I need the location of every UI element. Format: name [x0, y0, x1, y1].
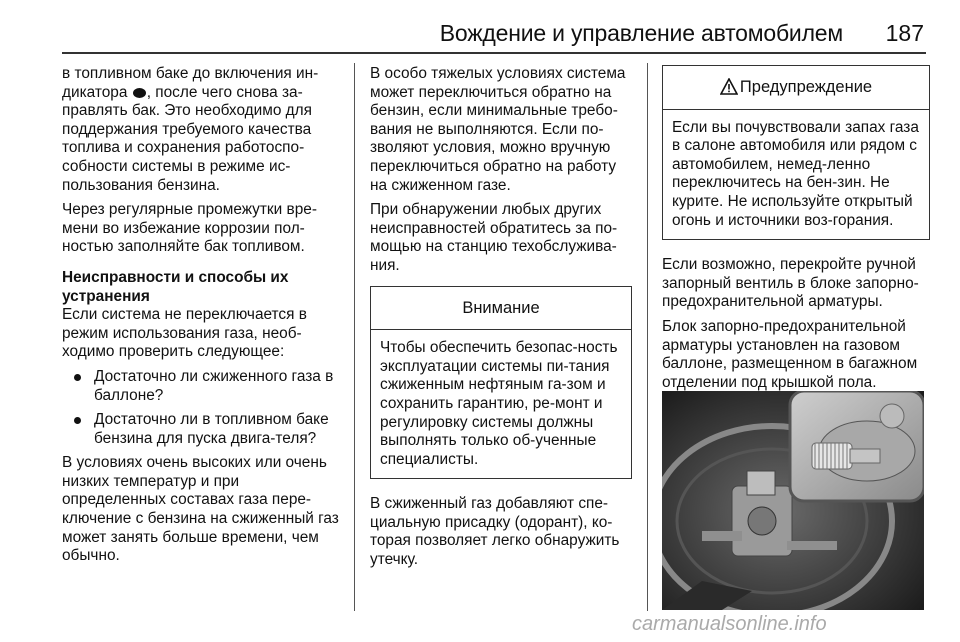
header-divider [62, 52, 926, 54]
page-number: 187 [885, 20, 924, 46]
warning-box [662, 65, 930, 240]
column-middle [370, 65, 632, 576]
page-header [0, 0, 960, 50]
paragraph: Если система не переключается в режим использования газа, необ-ходимо проверить следующее: [62, 306, 307, 361]
column-divider [647, 63, 648, 611]
paragraph: В особо тяжелых условиях система может переключиться обратно на бензин, если минимальные требо-вания не выполняются. Если по-зволяют условия, можно вручную переключиться обратно на работу на сжиженном газе. [370, 65, 626, 194]
section-heading: Неисправности и способы их устранения [62, 268, 289, 305]
paragraph: При обнаружении любых других неисправностей обратитесь за по-мощью на станцию техобслужива-ния. [370, 201, 618, 274]
column-right [662, 65, 930, 398]
warning-title: Предупреждение [663, 66, 929, 110]
warning-triangle-icon [720, 78, 738, 95]
checklist [62, 368, 344, 448]
bullet-icon [74, 374, 81, 381]
notice-body: Чтобы обеспечить безопас-ность эксплуатации системы пи-тания сжиженным нефтяным га-зом и сохранить гарантию, ре-монт и регулировку системы должны выполнять только об-ученные специалисты. [380, 339, 618, 468]
paragraph: Через регулярные промежутки вре-мени во избежание коррозии пол-ностью заполняйте бак топливом. [62, 201, 317, 256]
paragraph: В сжиженный газ добавляют спе-циальную присадку (одорант), ко-торая позволяет легко обнаружить утечку. [370, 495, 620, 569]
notice-box [370, 286, 632, 480]
valve-illustration [662, 391, 924, 610]
watermark: carmanualsonline.info [632, 613, 827, 635]
notice-title: Внимание [371, 287, 631, 331]
paragraph: Если возможно, перекройте ручной запорный вентиль в блоке запорно-предохранительной арматуры. [662, 256, 919, 311]
gas-indicator-icon [133, 88, 146, 98]
warning-body: Если вы почувствовали запах газа в салоне автомобиля или рядом с автомобилем, немед-ленно переключитесь на бен-зин. Не курите. Не используйте открытый огонь и источники воз-горания. [672, 118, 919, 229]
paragraph: в топливном баке до включения ин-дикатора , после чего снова за-правлять бак. Это необходимо для поддержания требуемого качества топлива и сохранения работоспо-собности системы в режиме ис-пользования бензина. [62, 65, 319, 194]
column-divider [354, 63, 355, 611]
column-left [62, 65, 344, 572]
list-item: Достаточно ли сжиженного газа в баллоне? [62, 368, 344, 405]
bullet-icon [74, 417, 81, 424]
list-item: Достаточно ли в топливном баке бензина для пуска двига-теля? [62, 411, 344, 448]
page-title: Вождение и управление автомобилем [439, 20, 843, 46]
paragraph: В условиях очень высоких или очень низких температур и при определенных составах газа пере-ключение с бензина на сжиженный газ может занять больше времени, чем обычно. [62, 454, 339, 565]
paragraph: Блок запорно-предохранительной арматуры установлен на газовом баллоне, размещенном в багажном отделении под крышкой пола. [662, 317, 918, 391]
